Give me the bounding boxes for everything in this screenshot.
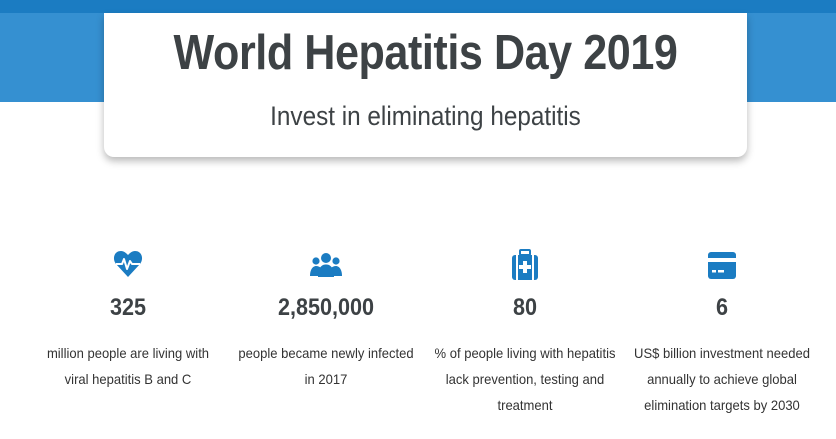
stat-description: people became newly infected in 2017 [238,345,414,387]
stat-description: million people are living with viral hepatitis B and C [46,345,210,387]
stat-lacking-care [425,242,625,432]
page-title: World Hepatitis Day 2019 [173,26,678,80]
stat-value: 80 [512,294,538,321]
stat-investment [622,242,822,432]
stat-value: 325 [109,294,147,321]
credit-card-icon [707,246,737,282]
stat-value: 6 [715,294,729,321]
page-subtitle: Invest in eliminating hepatitis [270,101,581,131]
stat-description: % of people living with hepatitis lack prevention, testing and treatment [434,345,616,413]
stat-new-infections [226,242,426,432]
stat-people-living [28,242,228,432]
stats-section [28,242,828,432]
top-strip [0,0,836,13]
medkit-icon [510,246,540,282]
stat-value: 2,850,000 [277,294,375,321]
users-icon [309,246,343,282]
stat-description: US$ billion investment needed annually to achieve global elimination targets by 2030 [634,345,810,413]
title-card [104,13,747,157]
heartbeat-icon [113,246,143,282]
